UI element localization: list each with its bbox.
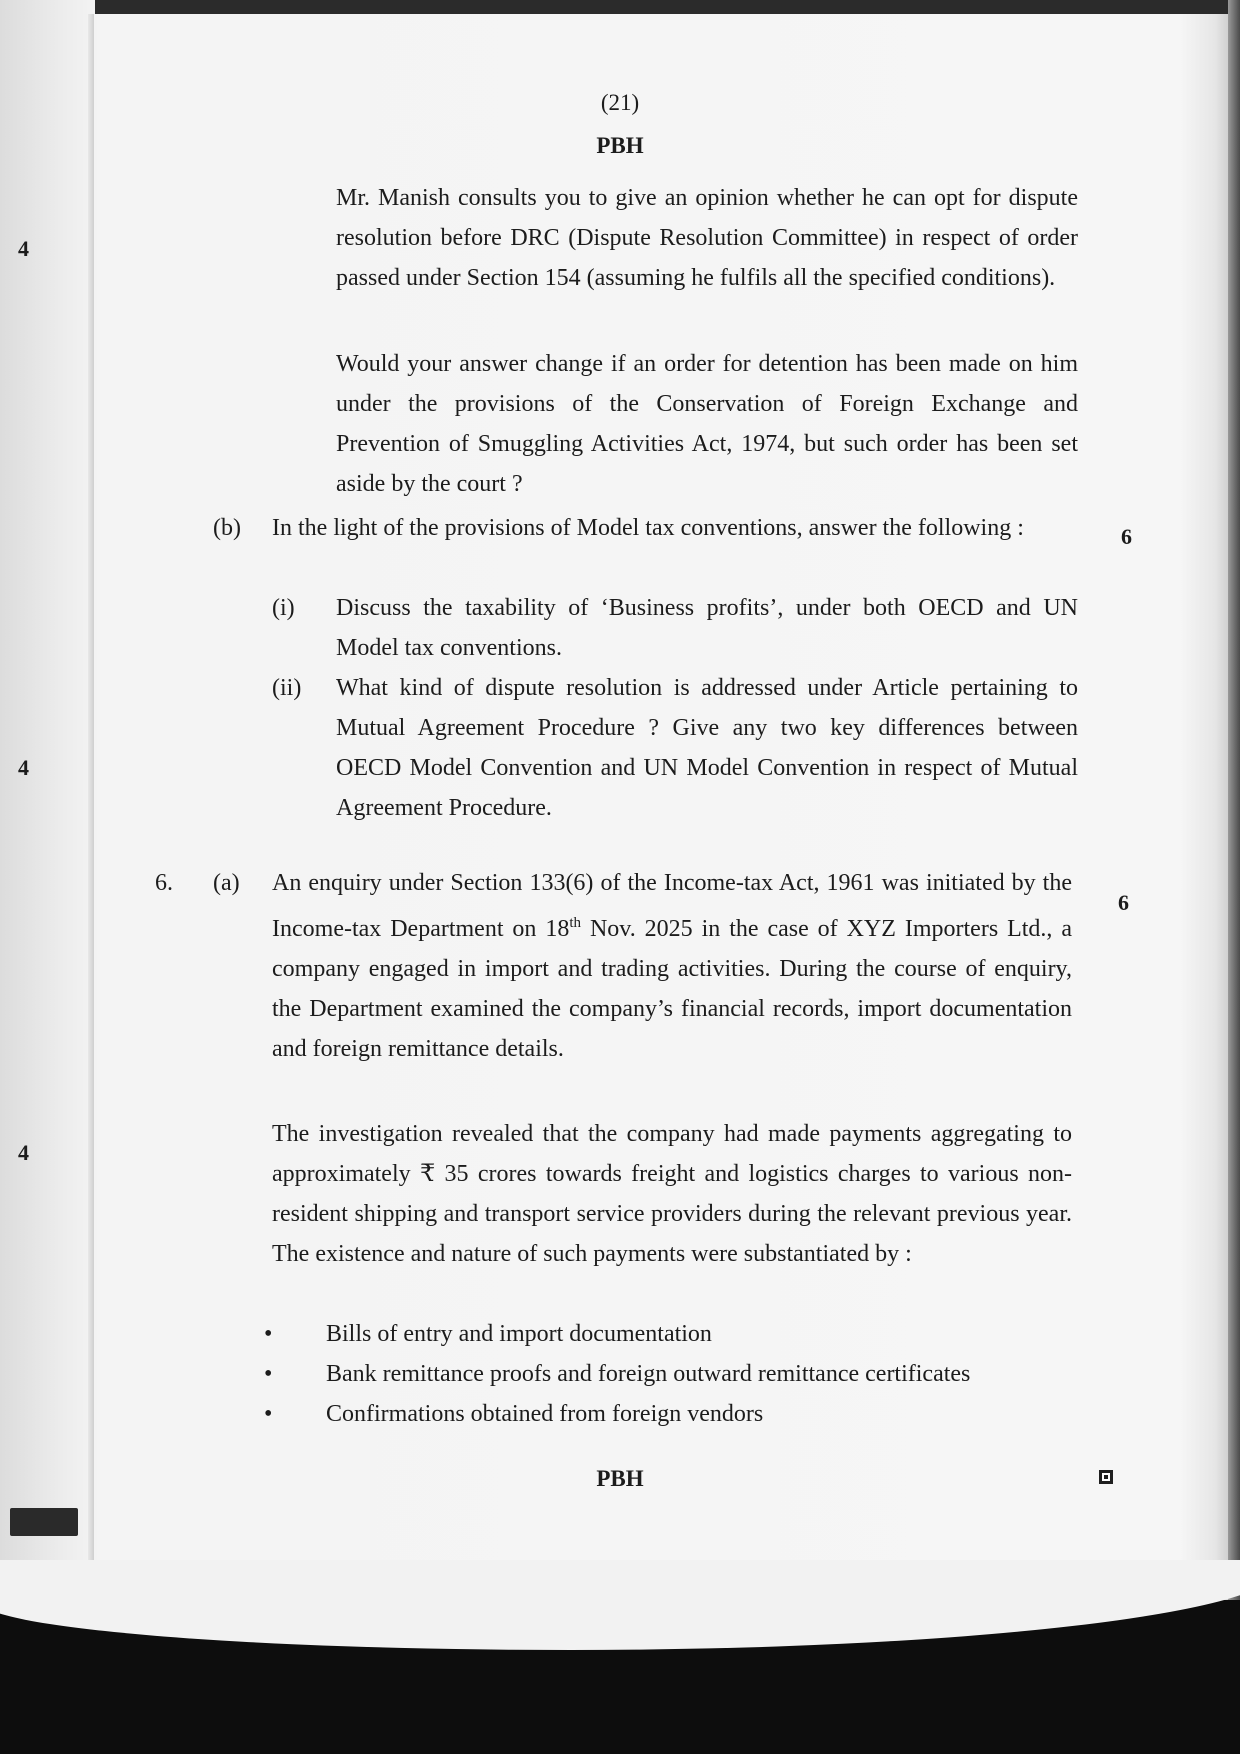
question-6a-paragraph-2: The investigation revealed that the company had made payments aggregating to approximately ₹ 35 crores towards freight and logistics charges to various non-resident shipping and transport service providers during the relevant previous year. The existence and nature of such payments were substantiated by : bbox=[272, 1121, 1072, 1267]
sub-question-b-text: In the light of the provisions of Model tax conventions, answer the following : bbox=[272, 515, 1024, 541]
question-number: 6. bbox=[155, 870, 173, 896]
page-number: (21) bbox=[600, 90, 640, 115]
item-label: (i) bbox=[272, 595, 295, 621]
margin-mark: 4 bbox=[18, 755, 29, 780]
question-5-paragraph-2: Would your answer change if an order for detention has been made on him under the provisions of the Conservation of Foreign Exchange and Prevention of Smuggling Activities Act, 1974, but such order has been set aside by the court ? bbox=[336, 351, 1078, 497]
question-5-paragraph-1: Mr. Manish consults you to give an opinion whether he can opt for dispute resolution before DRC (Dispute Resolution Committee) in respect of order passed under Section 154 (assuming he fulfils all the specified conditions). bbox=[336, 185, 1078, 291]
bullet-item: Bills of entry and import documentation bbox=[326, 1321, 712, 1347]
bullet-icon: • bbox=[264, 1401, 273, 1427]
item-text: What kind of dispute resolution is addressed under Article pertaining to Mutual Agreement Procedure ? Give any two key differences between OECD Model Convention and UN Model Convention in respect of Mutual Agreement Procedure. bbox=[336, 675, 1078, 821]
bullet-icon: • bbox=[264, 1361, 273, 1387]
sub-question-label: (b) bbox=[213, 515, 241, 541]
text-run: An enquiry under Section 133(6) of the Income-tax Act, 1961 was initiated by the Income-tax Department on 18 bbox=[272, 870, 1072, 942]
bullet-item: Confirmations obtained from foreign vendors bbox=[326, 1401, 764, 1427]
margin-mark: 4 bbox=[18, 1140, 29, 1165]
superscript: th bbox=[569, 915, 582, 931]
marks-value: 6 bbox=[1121, 524, 1132, 549]
margin-mark: 4 bbox=[18, 236, 29, 261]
marks-value: 6 bbox=[1118, 890, 1129, 915]
page-top-edge bbox=[95, 0, 1235, 14]
binder-tab bbox=[10, 1508, 78, 1536]
page-left-edge bbox=[88, 14, 94, 1614]
page-right-edge bbox=[1228, 0, 1240, 1610]
paper-code-bottom: PBH bbox=[596, 1466, 644, 1491]
paper-code-top: PBH bbox=[596, 133, 644, 158]
item-label: (ii) bbox=[272, 675, 302, 701]
sub-question-label: (a) bbox=[213, 870, 240, 896]
bullet-item: Bank remittance proofs and foreign outward remittance certificates bbox=[326, 1361, 971, 1387]
text-run: Nov. 2025 in the case of XYZ Importers Ltd., a company engaged in import and trading activities. During the course of enquiry, the Department examined the company’s financial records, import documentation and foreign remittance details. bbox=[272, 916, 1072, 1062]
bullet-icon: • bbox=[264, 1321, 273, 1347]
item-text: Discuss the taxability of ‘Business profits’, under both OECD and UN Model tax conventions. bbox=[336, 595, 1078, 661]
question-6a-paragraph-1 bbox=[272, 863, 1072, 1069]
